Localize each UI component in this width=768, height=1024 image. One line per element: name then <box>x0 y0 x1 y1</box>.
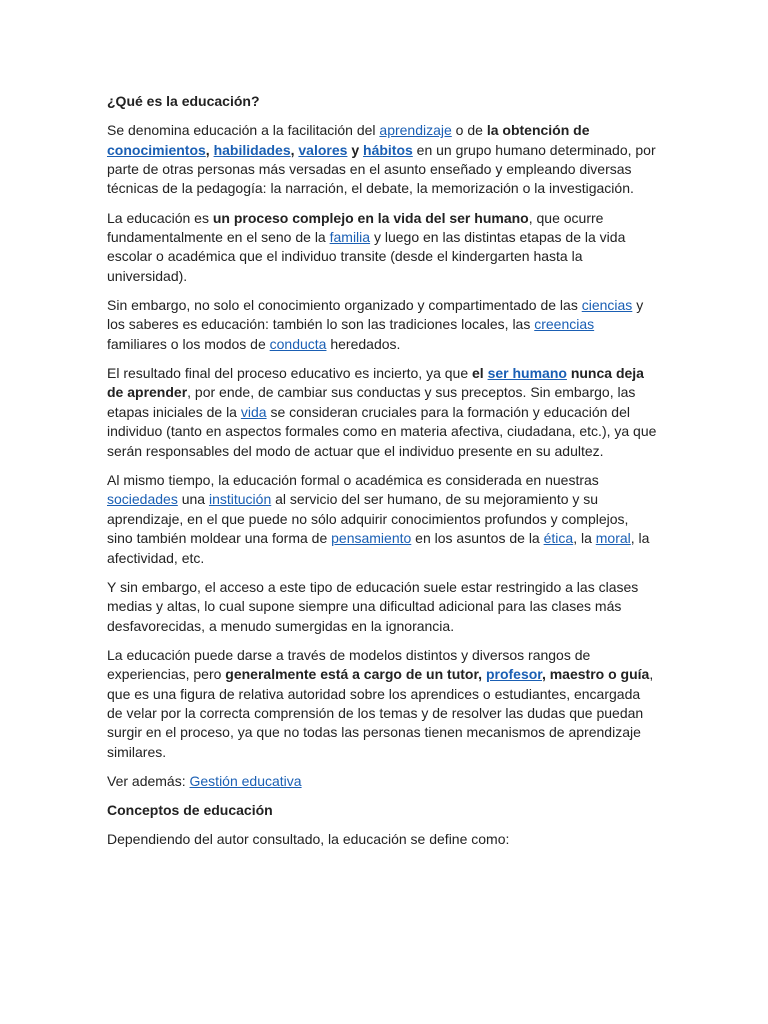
text: en los asuntos de la <box>411 530 544 547</box>
link-habilidades[interactable]: habilidades <box>213 141 291 158</box>
text: una <box>177 491 209 508</box>
link-institucion[interactable]: institución <box>208 491 272 508</box>
link-pensamiento[interactable]: pensamiento <box>331 530 412 547</box>
paragraph-ver-ademas <box>107 772 657 791</box>
link-sociedades[interactable]: sociedades <box>107 491 178 508</box>
bold-text: un proceso complejo en la vida del ser humano <box>212 209 529 226</box>
text: , la afectividad, etc. <box>107 530 650 566</box>
section-heading-conceptos: Conceptos de educación <box>107 802 273 819</box>
text: , maestro o guía <box>541 666 650 683</box>
paragraph-modelos <box>107 646 657 762</box>
text: , que es una figura de relativa autoridad sobre los aprendices o estudiantes, encargada de velar por la correcta comprensión de los temas y de resolver las dudas que puedan surgir en el proceso, ya que no todas las personas tienen mecanismos de aprendizaje similares. <box>107 666 654 760</box>
text: y luego en las distintas etapas de la vida escolar o académica que el individuo transite (desde el kindergarten hasta la universidad). <box>107 229 626 284</box>
text: y los saberes es educación: también lo son las tradiciones locales, las <box>107 297 644 333</box>
text: La educación es <box>107 209 213 226</box>
link-profesor[interactable]: profesor <box>485 666 542 683</box>
text: , por ende, de cambiar sus conductas y sus preceptos. Sin embargo, las etapas iniciales de la <box>107 384 636 420</box>
text: La educación puede darse a través de modelos distintos y diversos rangos de experiencias, pero <box>107 646 591 683</box>
paragraph-dependiendo: Dependiendo del autor consultado, la educación se define como: <box>107 831 510 848</box>
text: Ver además: <box>107 772 190 789</box>
document-body <box>107 92 657 860</box>
paragraph-acceso: Y sin embargo, el acceso a este tipo de educación suele estar restringido a las clases medias y altas, lo cual supone siempre una dificultad adicional para las clases más desfavorecidas, a menudo sumergidas en la ignorancia. <box>107 578 639 634</box>
text: se consideran cruciales para la formación y educación del individuo (tanto en aspectos formales como en materia afectiva, ciudadana, etc.), ya que serán responsables del modo de actuar que el individuo presente en su adultez. <box>107 403 657 459</box>
paragraph-resultado <box>107 364 657 461</box>
link-ciencias[interactable]: ciencias <box>581 297 633 314</box>
link-gestion-educativa[interactable]: Gestión educativa <box>189 772 302 789</box>
text: , <box>205 141 214 158</box>
link-moral[interactable]: moral <box>595 530 631 547</box>
text: Se denomina educación a la facilitación del <box>107 122 380 139</box>
text: nunca deja de aprender <box>107 365 644 401</box>
link-aprendizaje[interactable]: aprendizaje <box>379 122 452 139</box>
paragraph-conocimiento <box>107 296 657 354</box>
link-conocimientos[interactable]: conocimientos <box>107 141 206 158</box>
text: familiares o los modos de <box>107 335 270 352</box>
link-vida[interactable]: vida <box>240 403 267 420</box>
text: El resultado final del proceso educativo es incierto, ya que <box>107 365 472 382</box>
text: , que ocurre fundamentalmente en el seno de la <box>107 209 604 246</box>
text: Sin embargo, no solo el conocimiento organizado y compartimentado de las <box>107 297 582 314</box>
link-habitos[interactable]: hábitos <box>363 141 413 158</box>
paragraph-educacion-formal <box>107 471 657 568</box>
text: en un grupo humano determinado, por parte de otras personas más versadas en el asunto enseñado y empleando diversas técnicas de la pedagogía: la narración, el debate, la memorización o la investigación. <box>107 141 656 197</box>
section-heading-que-es: ¿Qué es la educación? <box>107 93 260 109</box>
link-ser-humano[interactable]: ser humano <box>487 365 567 382</box>
text: el <box>472 365 488 382</box>
bold-text <box>225 666 649 682</box>
text: la obtención de <box>486 122 590 139</box>
text: generalmente está a cargo de un tutor, <box>225 666 486 683</box>
link-creencias[interactable]: creencias <box>534 316 595 333</box>
text: heredados. <box>326 335 401 352</box>
text: o de <box>451 122 487 139</box>
paragraph-proceso <box>107 209 657 287</box>
link-familia[interactable]: familia <box>329 229 371 246</box>
text: y <box>347 141 364 158</box>
link-conducta[interactable]: conducta <box>269 335 327 352</box>
text: , la <box>573 530 596 547</box>
text: Al mismo tiempo, la educación formal o académica es considerada en nuestras <box>107 471 599 488</box>
paragraph-definicion <box>107 121 657 199</box>
link-etica[interactable]: ética <box>543 530 574 547</box>
link-valores[interactable]: valores <box>298 141 348 158</box>
text: , <box>290 141 299 158</box>
text: al servicio del ser humano, de su mejoramiento y su aprendizaje, en el que puede no sólo adquirir conocimientos profundos y complejos, sino también moldear una forma de <box>107 491 629 547</box>
